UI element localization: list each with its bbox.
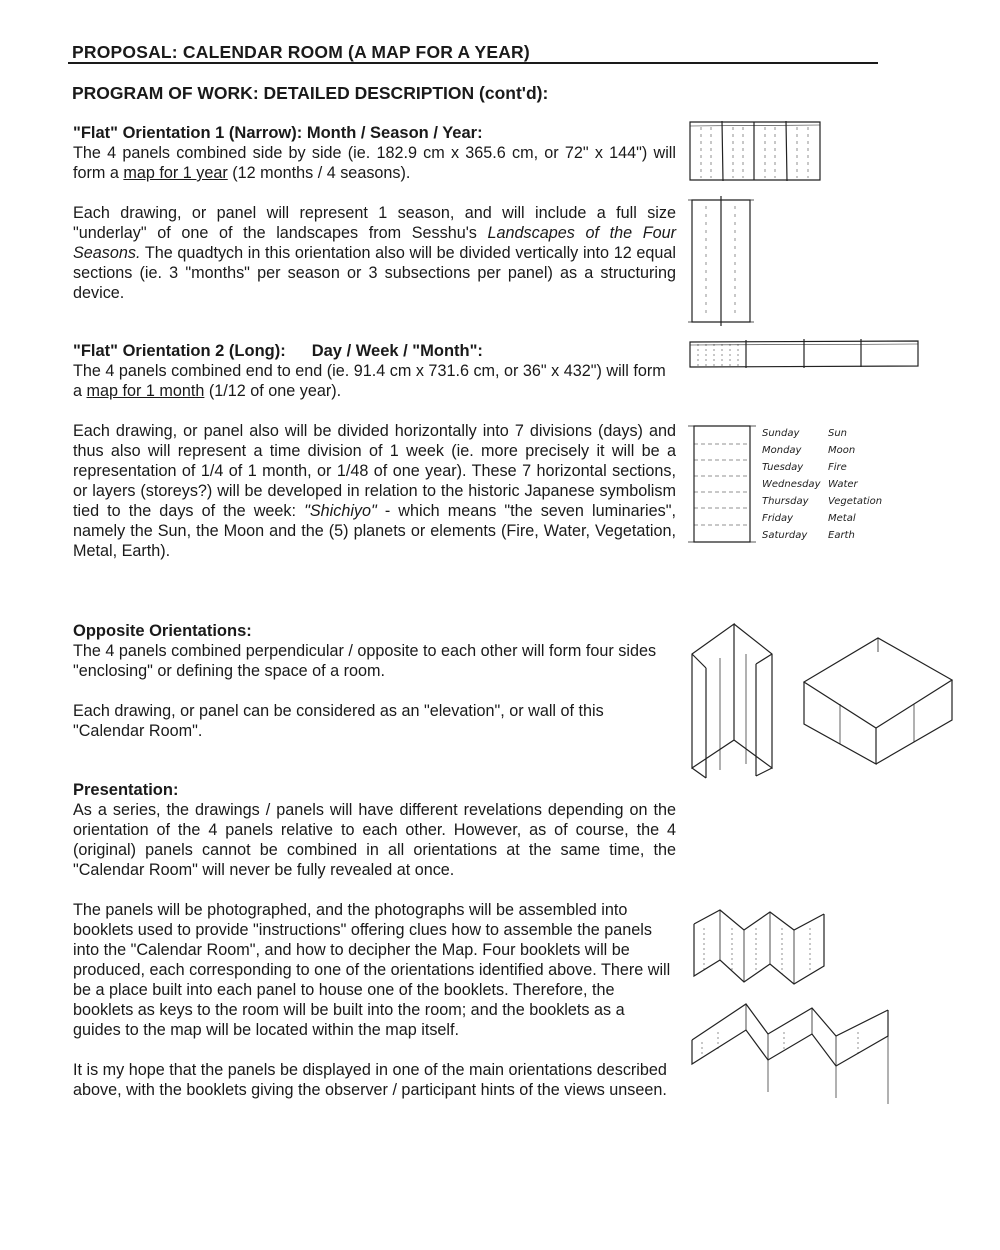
flat1-paragraph-1: The 4 panels combined side by side (ie. 182.9 cm x 365.6 cm, or 72" x 144") will form a map for 1 year (12 months / 4 seasons). [73,144,676,182]
flat2-japanese-term: "Shichiyo" [304,502,377,520]
sketch-luminary-label: Earth [828,530,855,541]
sketch-folding-screen [684,618,780,784]
sketch-day-label: Sunday [762,428,800,439]
sketch-luminary-label: Metal [828,513,856,524]
sketch-panels-end-to-end [686,336,922,372]
section-flat-orientation-2 [73,341,676,561]
sketch-day-label: Saturday [762,530,808,541]
sketch-enclosed-room [800,628,962,764]
sketch-day-label: Friday [762,513,794,524]
flat2-map-term: map for 1 month [86,382,205,400]
sketch-luminary-label: Fire [828,462,847,473]
sketch-luminary-label: Water [828,479,858,490]
flat1-artwork-title: Landscapes of the Four Seasons. [73,224,676,262]
flat2-paragraph-2: Each drawing, or panel also will be divided horizontally into 7 divisions (days) and thus also will represent a time division of 1 week (ie. more precisely it will be a representation of 1/4 of 1 month, or 1/48 of one year). These 7 horizontal sections, or layers (storeys?) will be developed in relation to the historic Japanese symbolism tied to the days of the week: "Shichiyo" - which means "the seven luminaries", namely the Sun, the Moon and the (5) planets or elements (Fire, Water, Vegetation, Metal, Earth). [73,422,676,560]
title-underline [68,62,878,64]
sketch-day-label: Monday [762,445,802,456]
sketch-long-zigzag [688,996,900,1110]
sketch-luminary-label: Moon [828,445,856,456]
opposite-paragraph-2: Each drawing, or panel can be considered as an "elevation", or wall of this "Calendar Room". [73,702,604,740]
sketch-luminary-label: Sun [828,428,848,439]
flat1-map-term: map for 1 year [123,164,228,182]
section-opposite-orientations [73,621,676,741]
presentation-paragraph-1: As a series, the drawings / panels will have different revelations depending on the orientation of the 4 panels relative to each other. However, as of course, the 4 (original) panels cannot be combined in all orientations at the same time, the "Calendar Room" will never be fully revealed at once. [73,801,676,879]
opposite-paragraph-1: The 4 panels combined perpendicular / opposite to each other will form four sides "enclosing" or defining the space of a room. [73,642,657,680]
page-title: PROPOSAL: CALENDAR ROOM (A MAP FOR A YEAR) [72,42,530,62]
sketch-day-label: Thursday [762,496,809,507]
section-presentation [73,780,676,1100]
presentation-paragraph-3: It is my hope that the panels be displayed in one of the main orientations described above, with the booklets giving the observer / participant hints of the views unseen. [73,1061,667,1099]
presentation-heading: Presentation: [73,781,179,799]
section-subtitle: PROGRAM OF WORK: DETAILED DESCRIPTION (cont'd): [72,83,549,103]
flat1-heading: "Flat" Orientation 1 (Narrow): Month / Season / Year: [73,124,483,142]
sketch-panels-side-by-side [686,118,826,186]
sketch-day-label: Wednesday [762,479,821,490]
flat1-paragraph-2: Each drawing, or panel will represent 1 season, and will include a full size "underlay" of one of the landscapes from Sesshu's Landscapes of the Four Seasons. The quadtych in this orientation also will be divided vertically into 12 equal sections (ie. 3 "months" per season or 3 subsections per panel) as a structuring device. [73,204,676,302]
section-flat-orientation-1 [73,123,676,303]
presentation-paragraph-2: The panels will be photographed, and the photographs will be assembled into booklets used to provide "instructions" offering clues how to assemble the panels into the "Calendar Room", and how to decipher the Map. Four booklets will be produced, each corresponding to one of the orientations identified above. There will be a place built into each panel to house one of the booklets. Therefore, the booklets as keys to the room will be built into the room; and the booklets as a guides to the map will be located within the map itself. [73,901,671,1039]
sketch-day-label: Tuesday [762,462,804,473]
flat2-paragraph-1: The 4 panels combined end to end (ie. 91.4 cm x 731.6 cm, or 36" x 432") will form a map for 1 month (1/12 of one year). [73,362,666,400]
opposite-heading: Opposite Orientations: [73,622,252,640]
sketch-seven-divisions [686,418,906,548]
flat2-heading: "Flat" Orientation 2 (Long): Day / Week / "Month": [73,342,483,360]
sketch-zigzag-booklet [690,904,830,992]
sketch-tall-panels [686,192,756,328]
sketch-luminary-label: Vegetation [828,496,883,507]
